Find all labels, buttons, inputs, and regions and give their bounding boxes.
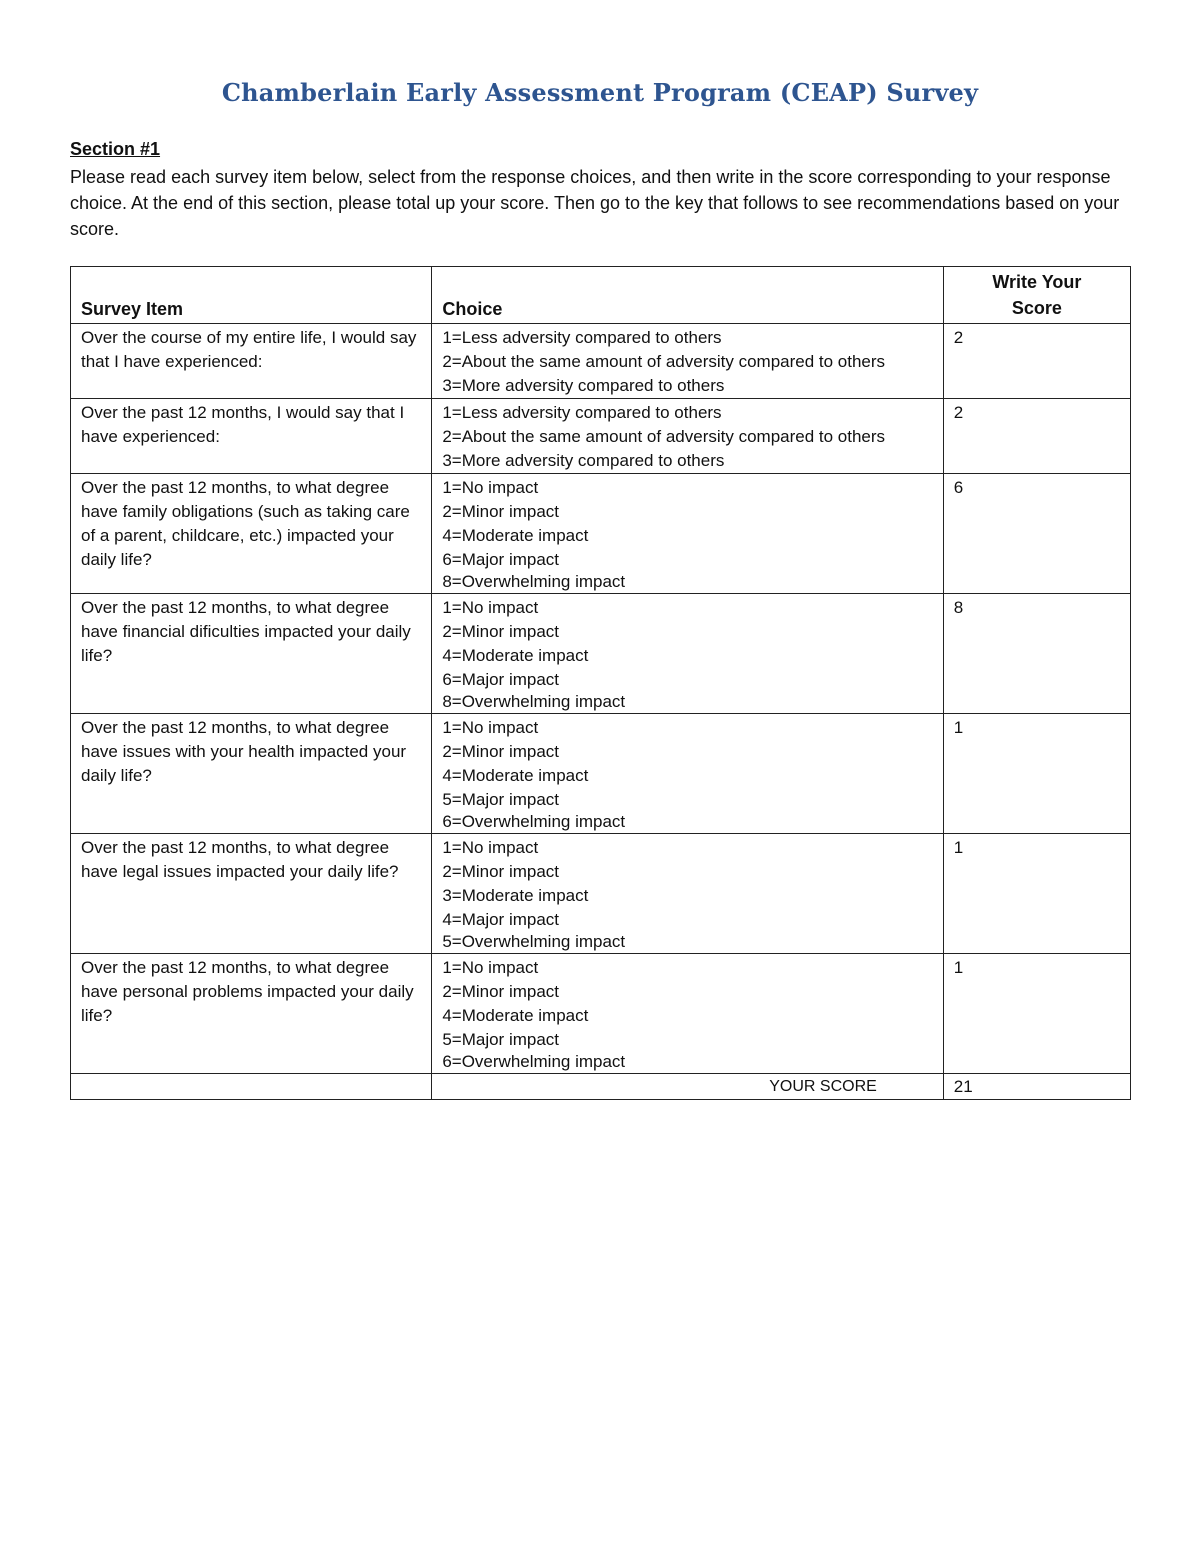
header-score-line1: Write Your xyxy=(992,272,1082,292)
table-row xyxy=(71,324,1131,399)
choice-option: 4=Moderate impact xyxy=(442,526,589,545)
total-empty-cell xyxy=(71,1074,432,1100)
choice-option: 2=Minor impact xyxy=(442,622,560,641)
survey-item-cell: Over the past 12 months, I would say that I have experienced: xyxy=(71,399,432,474)
survey-table xyxy=(70,266,1131,1100)
choice-option: 2=About the same amount of adversity compared to others xyxy=(442,427,886,446)
table-row xyxy=(71,954,1131,1074)
choice-list xyxy=(442,326,932,398)
survey-item-cell: Over the past 12 months, to what degree have issues with your health impacted your daily life? xyxy=(71,714,432,834)
header-survey-item: Survey Item xyxy=(71,267,432,324)
score-cell[interactable]: 2 xyxy=(943,324,1130,399)
choice-list xyxy=(442,956,932,1072)
choice-option: 6=Overwhelming impact xyxy=(442,812,626,831)
page-title: Chamberlain Early Assessment Program (CEAP) Survey xyxy=(221,78,979,107)
choice-cell xyxy=(432,954,943,1074)
choice-list xyxy=(442,716,932,832)
choice-option: 8=Overwhelming impact xyxy=(442,572,626,591)
choice-option: 1=No impact xyxy=(442,478,539,497)
choice-option: 1=Less adversity compared to others xyxy=(442,328,722,347)
section-heading: Section #1 xyxy=(70,139,161,159)
choice-option: 1=Less adversity compared to others xyxy=(442,403,722,422)
choice-option: 6=Major impact xyxy=(442,550,560,569)
total-score-cell[interactable]: 21 xyxy=(943,1074,1130,1100)
choice-option: 1=No impact xyxy=(442,598,539,617)
header-score-line2: Score xyxy=(1011,298,1062,318)
table-row xyxy=(71,834,1131,954)
choice-option: 5=Major impact xyxy=(442,790,560,809)
total-row xyxy=(71,1074,1131,1100)
choice-list xyxy=(442,596,932,712)
choice-option: 3=Moderate impact xyxy=(442,886,589,905)
choice-option: 2=Minor impact xyxy=(442,982,560,1001)
survey-item-cell: Over the past 12 months, to what degree have personal problems impacted your daily life? xyxy=(71,954,432,1074)
survey-item-cell: Over the past 12 months, to what degree have family obligations (such as taking care of a parent, childcare, etc.) impacted your daily life? xyxy=(71,474,432,594)
choice-option: 1=No impact xyxy=(442,958,539,977)
score-cell[interactable]: 8 xyxy=(943,594,1130,714)
choice-option: 1=No impact xyxy=(442,838,539,857)
score-cell[interactable]: 2 xyxy=(943,399,1130,474)
choice-option: 8=Overwhelming impact xyxy=(442,692,626,711)
choice-cell xyxy=(432,714,943,834)
choice-option: 6=Overwhelming impact xyxy=(442,1052,626,1071)
your-score-label: YOUR SCORE xyxy=(432,1074,943,1100)
choice-option: 4=Moderate impact xyxy=(442,646,589,665)
table-row xyxy=(71,714,1131,834)
choice-cell xyxy=(432,399,943,474)
choice-list xyxy=(442,476,932,592)
choice-option: 3=More adversity compared to others xyxy=(442,451,725,470)
section-instructions: Please read each survey item below, select from the response choices, and then write in the score corresponding to your response choice. At the end of this section, please total up your score. Then go to the key that follows to see recommendations based on your score. xyxy=(70,167,1120,239)
choice-list xyxy=(442,401,932,473)
header-choice: Choice xyxy=(432,267,943,324)
choice-option: 5=Overwhelming impact xyxy=(442,932,626,951)
choice-option: 1=No impact xyxy=(442,718,539,737)
choice-option: 2=Minor impact xyxy=(442,862,560,881)
header-write-your-score xyxy=(943,267,1130,324)
score-cell[interactable]: 1 xyxy=(943,714,1130,834)
choice-option: 6=Major impact xyxy=(442,670,560,689)
choice-cell xyxy=(432,474,943,594)
table-header-row xyxy=(71,267,1131,324)
survey-item-cell: Over the past 12 months, to what degree have financial dificulties impacted your daily life? xyxy=(71,594,432,714)
choice-option: 2=Minor impact xyxy=(442,742,560,761)
choice-list xyxy=(442,836,932,952)
survey-item-cell: Over the past 12 months, to what degree have legal issues impacted your daily life? xyxy=(71,834,432,954)
survey-item-cell: Over the course of my entire life, I would say that I have experienced: xyxy=(71,324,432,399)
choice-option: 2=About the same amount of adversity compared to others xyxy=(442,352,886,371)
score-cell[interactable]: 1 xyxy=(943,834,1130,954)
choice-option: 5=Major impact xyxy=(442,1030,560,1049)
score-cell[interactable]: 6 xyxy=(943,474,1130,594)
table-row xyxy=(71,474,1131,594)
choice-cell xyxy=(432,324,943,399)
choice-option: 4=Moderate impact xyxy=(442,766,589,785)
table-row xyxy=(71,399,1131,474)
table-row xyxy=(71,594,1131,714)
choice-option: 3=More adversity compared to others xyxy=(442,376,725,395)
choice-option: 4=Major impact xyxy=(442,910,560,929)
choice-option: 4=Moderate impact xyxy=(442,1006,589,1025)
choice-cell xyxy=(432,834,943,954)
choice-option: 2=Minor impact xyxy=(442,502,560,521)
choice-cell xyxy=(432,594,943,714)
score-cell[interactable]: 1 xyxy=(943,954,1130,1074)
